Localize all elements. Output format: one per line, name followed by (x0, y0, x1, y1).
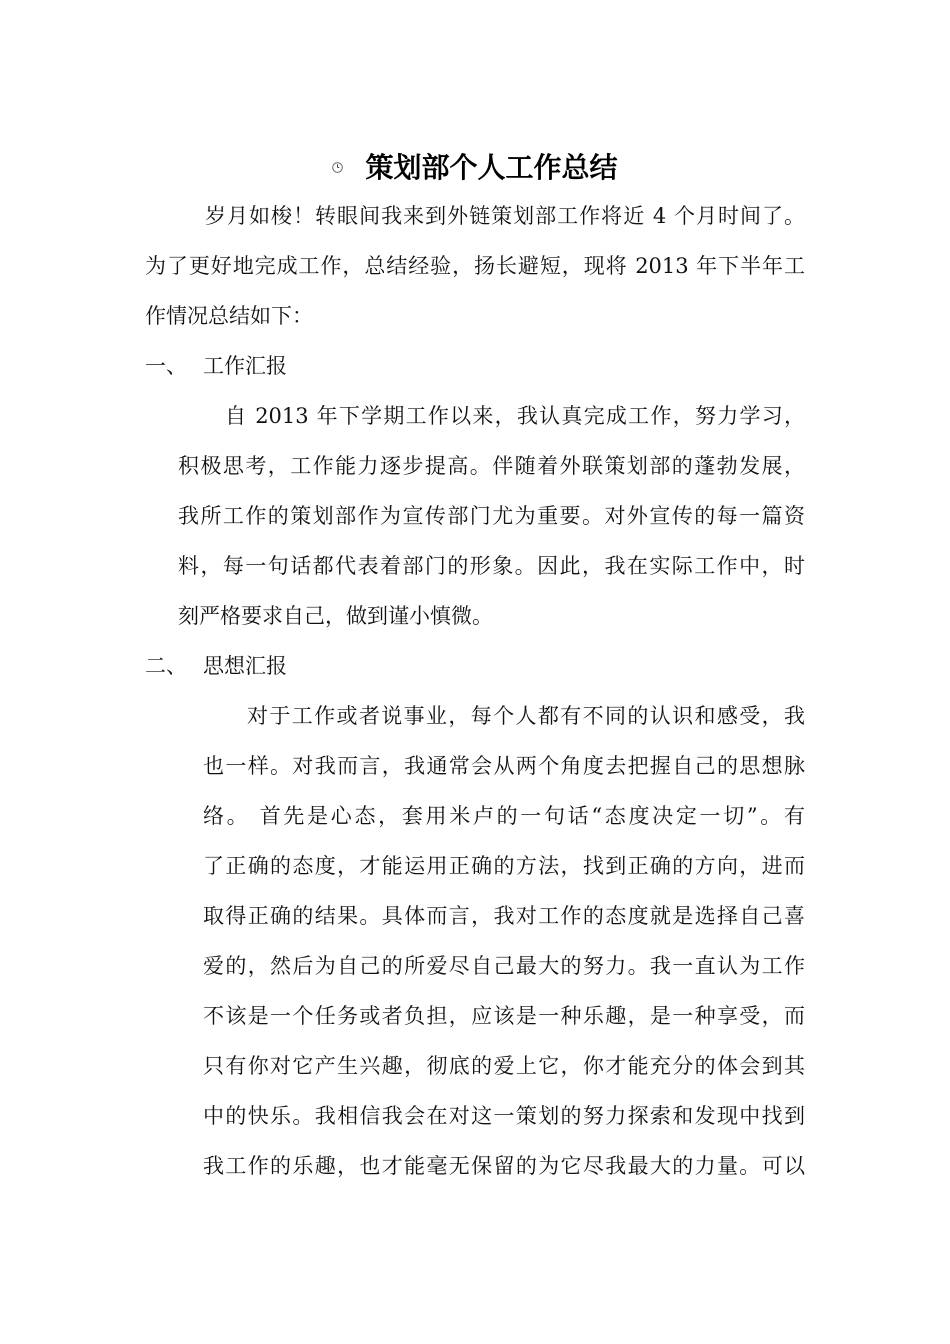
section-2-line-6: 爱的，然后为自己的所爱尽自己最大的努力。我一直认为工作 (203, 954, 805, 978)
clock-icon (332, 158, 343, 169)
section-2-number: 二、 (145, 654, 187, 678)
section-2-line-10: 我工作的乐趣，也才能毫无保留的为它尽我最大的力量。可以 (203, 1154, 805, 1178)
section-2-line-9: 中的快乐。我相信我会在对这一策划的努力探索和发现中找到 (203, 1104, 805, 1128)
document-title-row (0, 146, 950, 188)
section-1-line-4: 料，每一句话都代表着部门的形象。因此，我在实际工作中，时 (178, 554, 805, 578)
section-1-line-3: 我所工作的策划部作为宣传部门尤为重要。对外宣传的每一篇资 (178, 504, 805, 528)
section-2-line-8: 只有你对它产生兴趣，彻底的爱上它，你才能充分的体会到其 (203, 1054, 805, 1078)
section-2-line-2: 也一样。对我而言，我通常会从两个角度去把握自己的思想脉 (203, 754, 805, 778)
section-1-line-2: 积极思考，工作能力逐步提高。伴随着外联策划部的蓬勃发展， (178, 454, 805, 478)
section-2-heading: 思想汇报 (203, 654, 287, 678)
intro-line-3: 作情况总结如下： (145, 304, 313, 328)
intro-line-2: 为了更好地完成工作，总结经验，扬长避短，现将 2013 年下半年工 (145, 254, 805, 278)
section-2-line-7: 不该是一个任务或者负担，应该是一种乐趣，是一种享受，而 (203, 1004, 805, 1028)
section-2-line-1: 对于工作或者说事业，每个人都有不同的认识和感受，我 (247, 704, 805, 728)
section-2-line-4: 了正确的态度，才能运用正确的方法，找到正确的方向，进而 (203, 854, 805, 878)
document-title: 策划部个人工作总结 (365, 151, 618, 184)
section-1-heading: 工作汇报 (203, 354, 287, 378)
section-2-line-5: 取得正确的结果。具体而言，我对工作的态度就是选择自己喜 (203, 904, 805, 928)
section-1-line-1: 自 2013 年下学期工作以来，我认真完成工作，努力学习， (225, 404, 805, 428)
section-2-line-3: 络。 首先是心态，套用米卢的一句话“态度决定一切”。有 (203, 804, 805, 828)
section-1-line-5: 刻严格要求自己，做到谨小慎微。 (178, 604, 493, 628)
section-1-number: 一、 (145, 354, 187, 378)
intro-line-1: 岁月如梭！转眼间我来到外链策划部工作将近 4 个月时间了。 (205, 204, 805, 228)
